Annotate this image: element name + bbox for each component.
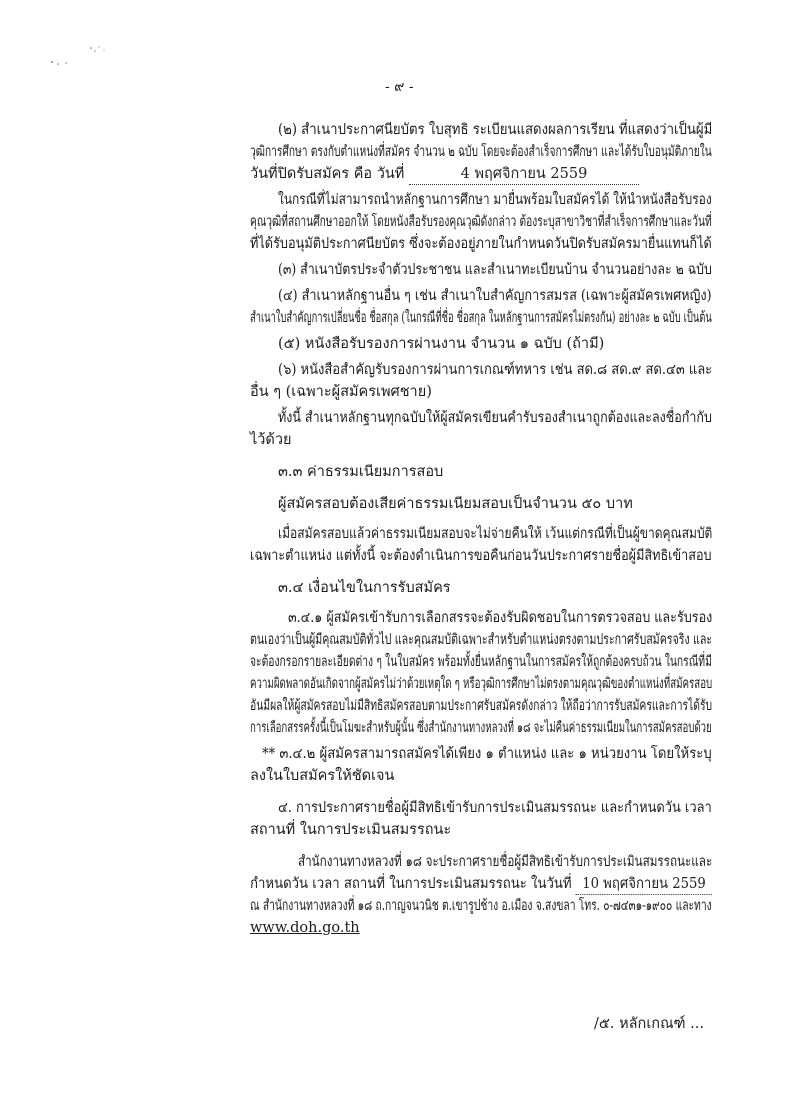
doc-line: วุฒิการศึกษา ตรงกับตำแหน่งที่สมัคร จำนวน ๒ ฉบับ โดยจะต้องสำเร็จการศึกษา และได้รับใบอนุมัติภายใน: [250, 144, 712, 160]
doc-line: ไว้ด้วย: [250, 432, 292, 448]
page-number: - ๙ -: [385, 79, 414, 95]
section-heading: ๓.๓ ค่าธรรมเนียมการสอบ: [278, 464, 444, 480]
doc-line: ทั้งนี้ สำเนาหลักฐานทุกฉบับให้ผู้สมัครเขียนคำรับรองสำเนาถูกต้องและลงชื่อกำกับ: [278, 410, 712, 426]
scan-noise-marks: [44, 40, 114, 70]
doc-line: ผู้สมัครสอบต้องเสียค่าธรรมเนียมสอบเป็นจำนวน ๕๐ บาท: [278, 496, 633, 512]
doc-line: (๔) สำเนาหลักฐานอื่น ๆ เช่น สำเนาใบสำคัญการสมรส (เฉพาะผู้สมัครเพศหญิง): [278, 288, 712, 304]
doc-line: อื่น ๆ (เฉพาะผู้สมัครเพศชาย): [250, 384, 432, 400]
filled-date: 4 พฤศจิกายน 2559: [409, 164, 639, 185]
doc-line: ที่ได้รับอนุมัติประกาศนียบัตร ซึ่งจะต้องอยู่ภายในกำหนดวันปิดรับสมัครมายื่นแทนก็ได้: [250, 236, 712, 252]
doc-line: [250, 874, 712, 895]
doc-line: ในกรณีที่ไม่สามารถนำหลักฐานการศึกษา มายื่นพร้อมใบสมัครได้ ให้นำหนังสือรับรอง: [278, 192, 712, 208]
doc-line: อันมีผลให้ผู้สมัครสอบไม่มีสิทธิสมัครสอบตามประกาศรับสมัครดังกล่าว ให้ถือว่าการรับสมัครและการได้รับ: [250, 698, 713, 714]
doc-line: เมื่อสมัครสอบแล้วค่าธรรมเนียมสอบจะไม่จ่ายคืนให้ เว้นแต่กรณีที่เป็นผู้ขาดคุณสมบัติ: [278, 526, 713, 542]
section-heading: ๔. การประกาศรายชื่อผู้มีสิทธิเข้ารับการประเมินสมรรถนะ และกำหนดวัน เวลา: [278, 800, 712, 816]
doc-line: ตนเองว่าเป็นผู้มีคุณสมบัติทั่วไป และคุณสมบัติเฉพาะสำหรับตำแหน่งตรงตามประกาศรับสมัครจริง และ: [250, 632, 713, 648]
doc-text: กำหนดวัน เวลา สถานที่ ในการประเมินสมรรถนะ ในวันที่: [250, 876, 572, 892]
doc-line: เฉพาะตำแหน่ง แต่ทั้งนี้ จะต้องดำเนินการขอคืนก่อนวันประกาศรายชื่อผู้มีสิทธิเข้าสอบ: [250, 548, 712, 564]
doc-line: ** ๓.๔.๒ ผู้สมัครสามารถสมัครได้เพียง ๑ ตำแหน่ง และ ๑ หน่วยงาน โดยให้ระบุ: [262, 746, 712, 762]
continuation-marker: /๕. หลักเกณฑ์ ...: [594, 1016, 704, 1032]
doc-line: ณ สำนักงานทางหลวงที่ ๑๘ ถ.กาญจนวนิช ต.เขารูปช้าง อ.เมือง จ.สงขลา โทร. ๐-๗๔๓๑-๑๙๐๐ และทาง: [250, 898, 712, 914]
doc-line: สำนักงานทางหลวงที่ ๑๘ จะประกาศรายชื่อผู้มีสิทธิเข้ารับการประเมินสมรรถนะและ: [298, 854, 713, 870]
doc-line: (๖) หนังสือสำคัญรับรองการผ่านการเกณฑ์ทหาร เช่น สด.๘ สด.๙ สด.๔๓ และ: [278, 362, 713, 378]
section-heading: ๓.๔ เงื่อนไขในการรับสมัคร: [278, 580, 451, 596]
doc-line: ๓.๔.๑ ผู้สมัครเข้ารับการเลือกสรรจะต้องรับผิดชอบในการตรวจสอบ และรับรอง: [288, 610, 713, 626]
doc-line: (๒) สำเนาประกาศนียบัตร ใบสุทธิ ระเบียนแสดงผลการเรียน ที่แสดงว่าเป็นผู้มี: [278, 122, 713, 138]
doc-line: สำเนาใบสำคัญการเปลี่ยนชื่อ ชื่อสกุล (ในกรณีที่ชื่อ ชื่อสกุล ในหลักฐานการสมัครไม่ตรงกัน) อย่างละ ๒ ฉบับ เป็นต้น: [250, 310, 712, 326]
doc-line: [250, 918, 360, 938]
doc-line: (๓) สำเนาบัตรประจำตัวประชาชน และสำเนาทะเบียนบ้าน จำนวนอย่างละ ๒ ฉบับ: [278, 262, 712, 278]
doc-line: การเลือกสรรครั้งนี้เป็นโมฆะสำหรับผู้นั้น ซึ่งสำนักงานทางหลวงที่ ๑๘ จะไม่คืนค่าธรรมเนียมในการสมัครสอบด้วย: [250, 720, 712, 736]
doc-line: (๕) หนังสือรับรองการผ่านงาน จำนวน ๑ ฉบับ (ถ้ามี): [278, 336, 605, 352]
doc-line: คุณวุฒิที่สถานศึกษาออกให้ โดยหนังสือรับรองคุณวุฒิดังกล่าว ต้องระบุสาขาวิชาที่สำเร็จการศึกษาและวันที่: [250, 214, 712, 230]
doc-line: [250, 164, 639, 185]
section-heading: สถานที่ ในการประเมินสมรรถนะ: [250, 822, 452, 838]
doc-line: ลงในใบสมัครให้ชัดเจน: [250, 768, 395, 784]
doc-line: ความผิดพลาดอันเกิดจากผู้สมัครไม่ว่าด้วยเหตุใด ๆ หรือวุฒิการศึกษาไม่ตรงตามคุณวุฒิของตำแหน่งที่สมัครสอบ: [250, 676, 713, 692]
website-link[interactable]: www.doh.go.th: [250, 920, 360, 936]
filled-date: 10 พฤศจิกายน 2559: [576, 874, 712, 895]
doc-text: วันที่ปิดรับสมัคร คือ วันที่: [250, 166, 405, 182]
doc-line: จะต้องกรอกรายละเอียดต่าง ๆ ในใบสมัคร พร้อมทั้งยื่นหลักฐานในการสมัครให้ถูกต้องครบถ้วน ในกรณีที่มี: [250, 654, 712, 670]
